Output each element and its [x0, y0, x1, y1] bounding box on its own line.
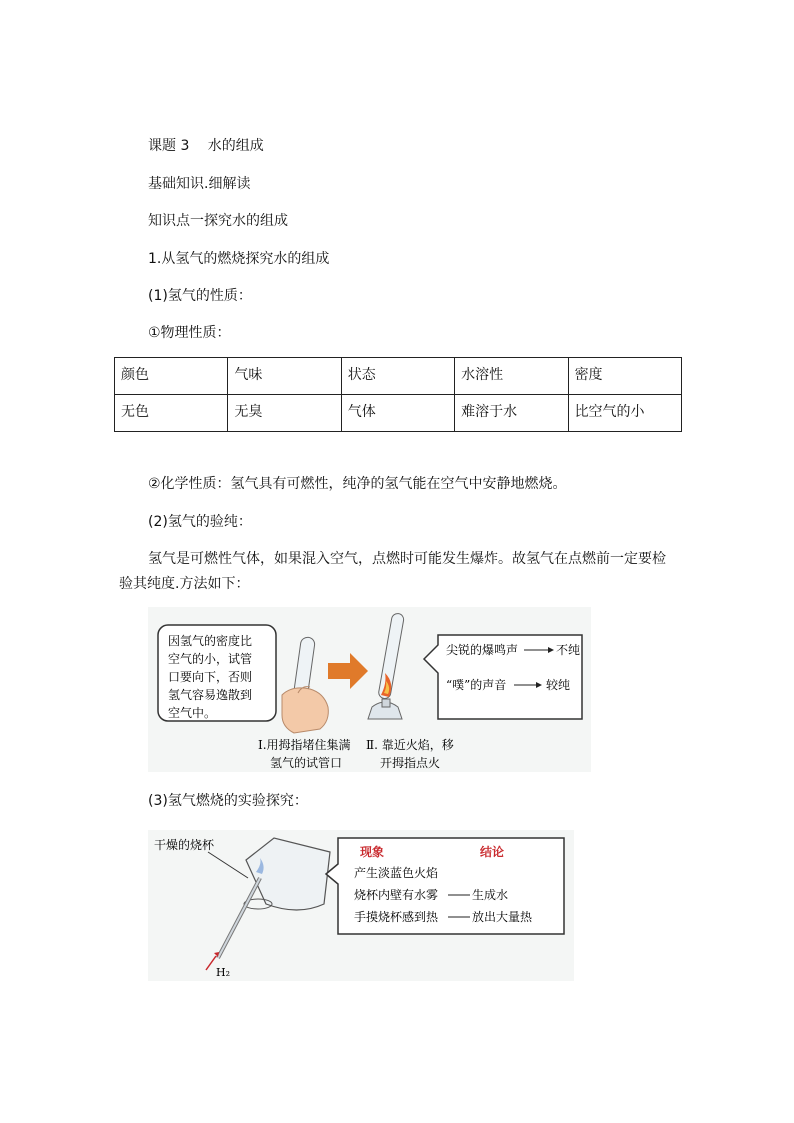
table-header-cell: 水溶性 [455, 358, 568, 395]
note-line: 空气的小，试管 [168, 652, 253, 666]
note-line: 氢气容易逸散到 [168, 688, 253, 702]
result-text: 尖锐的爆鸣声 [446, 643, 519, 657]
table-cell: 无色 [115, 395, 228, 432]
table-cell: 难溶于水 [455, 395, 568, 432]
step-caption: 开拇指点火 [380, 756, 441, 770]
note-line: 因氢气的密度比 [168, 634, 253, 648]
chemical-properties-text: ②化学性质：氢气具有可燃性，纯净的氢气能在空气中安静地燃烧。 [148, 476, 567, 492]
table-header-cell: 状态 [341, 358, 454, 395]
beaker-label: 干燥的烧杯 [154, 838, 215, 852]
paragraph-line: 验其纯度.方法如下： [119, 576, 250, 592]
conclusion-text: 生成水 [472, 888, 509, 902]
table-header-cell: 密度 [568, 358, 681, 395]
result-conclusion: 不纯 [556, 643, 581, 657]
properties-heading: (1)氢气的性质： [148, 288, 252, 304]
note-line: 口要向下，否则 [168, 670, 253, 684]
table-cell: 比空气的小 [568, 395, 681, 432]
phenomenon-heading: 现象 [360, 845, 385, 859]
arrow-right-icon [328, 653, 368, 689]
conclusion-text: 放出大量热 [472, 910, 533, 924]
table-header-cell: 气味 [228, 358, 341, 395]
test-tube-hand-illustration [282, 636, 328, 733]
combustion-figure [148, 830, 574, 981]
phenomenon-text: 手摸烧杯感到热 [354, 910, 439, 924]
physical-properties-heading: ①物理性质： [148, 325, 231, 341]
gas-label: H₂ [216, 966, 231, 979]
result-text: “噗”的声音 [446, 678, 507, 692]
step-caption: Ⅰ.用拇指堵住集满 [258, 738, 351, 752]
table-cell: 无臭 [228, 395, 341, 432]
conclusion-heading: 结论 [480, 845, 505, 859]
table-header-row [115, 358, 682, 395]
beaker-illustration [244, 838, 330, 910]
table-cell: 气体 [341, 395, 454, 432]
phenomenon-text: 产生淡蓝色火焰 [354, 866, 439, 880]
table-row [115, 395, 682, 432]
result-conclusion: 较纯 [546, 678, 571, 692]
paragraph-line: 氢气是可燃性气体，如果混入空气，点燃时可能发生爆炸。故氢气在点燃前一定要检 [148, 551, 666, 567]
purity-test-figure [148, 607, 591, 772]
purity-test-heading: (2)氢气的验纯： [148, 514, 252, 530]
note-line: 空气中。 [168, 706, 217, 720]
physical-properties-table [114, 357, 682, 432]
section-heading: 基础知识.细解读 [148, 176, 251, 192]
phenomenon-text: 烧杯内壁有水雾 [354, 888, 439, 902]
tube-over-flame-illustration [368, 613, 405, 719]
lesson-title: 课题 3 水的组成 [148, 138, 264, 154]
combustion-heading: (3)氢气燃烧的实验探究： [148, 793, 308, 809]
subsection-heading: 1.从氢气的燃烧探究水的组成 [148, 251, 330, 267]
step-caption: 氢气的试管口 [270, 756, 343, 770]
step-caption: Ⅱ. 靠近火焰，移 [366, 738, 454, 752]
table-header-cell: 颜色 [115, 358, 228, 395]
knowledge-point-heading: 知识点一探究水的组成 [148, 213, 288, 229]
